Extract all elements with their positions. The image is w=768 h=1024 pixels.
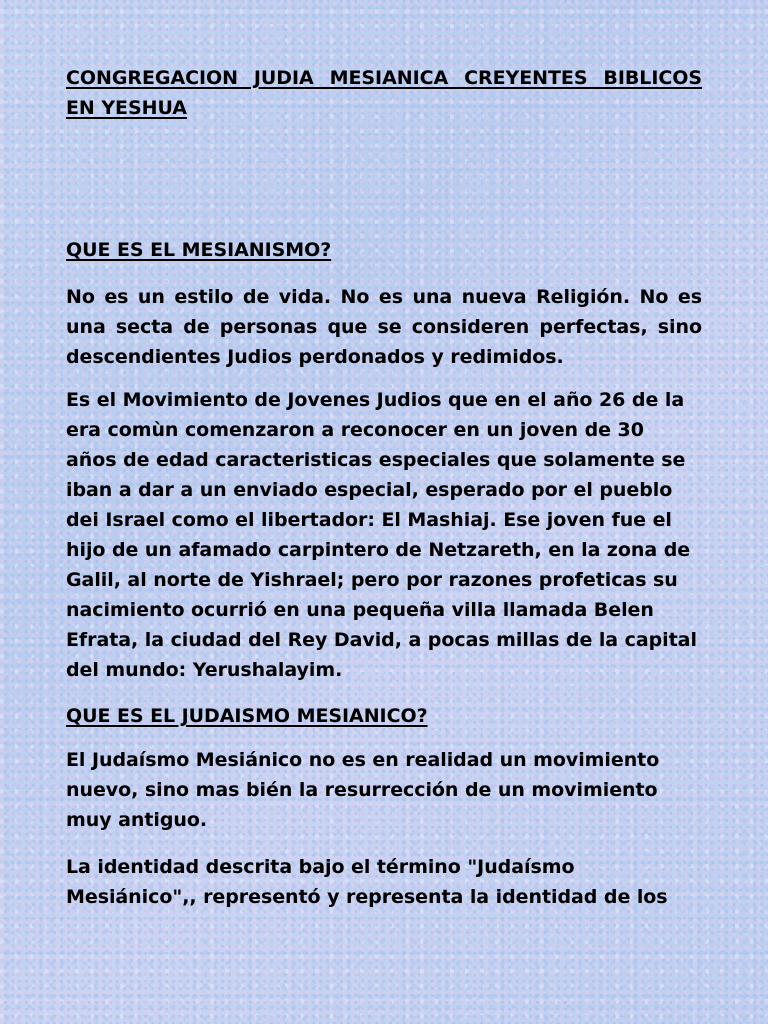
paragraph-line: nacimiento ocurrió en una pequeña villa llamada Belen (66, 599, 654, 621)
paragraph-line: dei Israel como el libertador: El Mashiaj. Ese joven fue el (66, 509, 672, 531)
paragraph-line: muy antiguo. (66, 809, 208, 831)
heading-text: QUE ES EL JUDAISMO MESIANICO? (66, 705, 428, 727)
heading-text: QUE ES EL MESIANISMO? (66, 239, 332, 261)
paragraph-line: descendientes Judios perdonados y redimidos. (66, 346, 564, 368)
paragraph-line: La identidad descrita bajo el término "Judaísmo (66, 856, 575, 878)
document-title (66, 63, 702, 123)
paragraph-judaismo-definition (66, 745, 702, 835)
paragraph-line: iban a dar a un enviado especial, esperado por el pueblo (66, 479, 673, 501)
paragraph-movimiento-history (66, 385, 702, 685)
paragraph-line: hijo de un afamado carpintero de Netzareth, en la zona de (66, 539, 691, 561)
section-heading-judaismo-mesianico (66, 701, 702, 731)
paragraph-line: una secta de personas que se consideren perfectas, sino (66, 316, 702, 338)
paragraph-line: Galil, al norte de Yishrael; pero por razones profeticas su (66, 569, 678, 591)
paragraph-line: años de edad caracteristicas especiales que solamente se (66, 449, 686, 471)
title-line: CONGREGACION JUDIA MESIANICA CREYENTES BIBLICOS (66, 67, 702, 89)
title-line: EN YESHUA (66, 97, 187, 119)
paragraph-line: del mundo: Yerushalayim. (66, 659, 343, 681)
paragraph-identidad (66, 852, 702, 912)
paragraph-line: nuevo, sino mas bién la resurrección de un movimiento (66, 779, 658, 801)
paragraph-line: Efrata, la ciudad del Rey David, a pocas millas de la capital (66, 629, 697, 651)
paragraph-line: era comùn comenzaron a reconocer en un joven de 30 (66, 419, 644, 441)
paragraph-line: Mesiánico",, representó y representa la identidad de los (66, 886, 668, 908)
paragraph-line: No es un estilo de vida. No es una nueva Religión. No es (66, 286, 702, 308)
section-heading-mesianismo (66, 235, 702, 265)
paragraph-mesianismo-definition (66, 282, 702, 372)
paragraph-line: El Judaísmo Mesiánico no es en realidad un movimiento (66, 749, 660, 771)
paragraph-line: Es el Movimiento de Jovenes Judios que en el año 26 de la (66, 389, 685, 411)
